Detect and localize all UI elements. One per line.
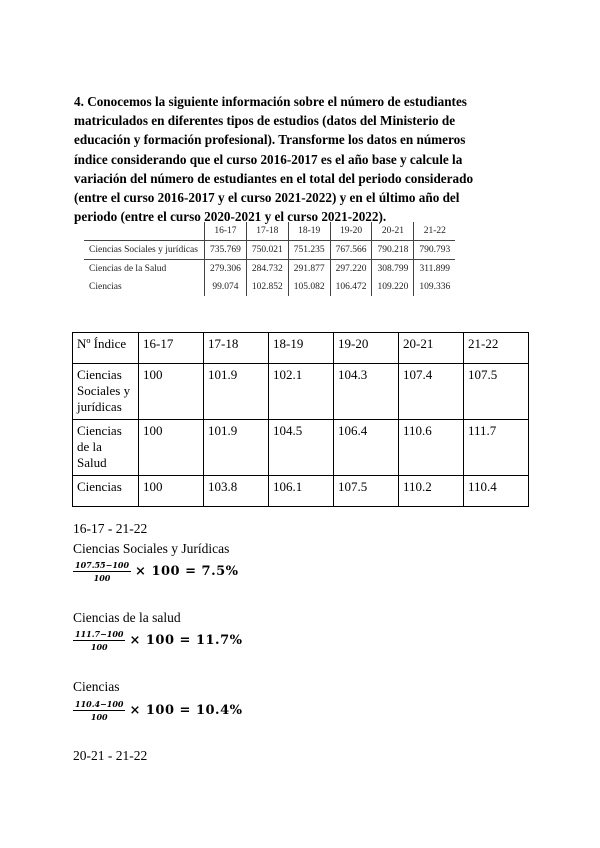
source-cell: 105.082: [288, 278, 330, 296]
source-header-cell: 16-17: [204, 222, 246, 241]
index-header-row: [73, 333, 529, 364]
source-cell: 308.799: [372, 260, 414, 279]
source-data-table: [84, 222, 455, 296]
index-cell: 104.3: [334, 364, 399, 420]
index-cell: 101.9: [204, 364, 269, 420]
index-header-cell: 16-17: [139, 333, 204, 364]
source-row: [84, 278, 455, 296]
index-cell: 110.2: [399, 476, 464, 507]
source-row-label: Ciencias: [89, 282, 122, 292]
question-line: variación del número de estudiantes en el total del periodo considerado: [74, 170, 474, 186]
index-cell: 102.1: [269, 364, 334, 420]
source-cell: 767.566: [330, 241, 372, 260]
question-line: matriculados en diferentes tipos de estudios (datos del Ministerio de: [74, 113, 456, 129]
fraction: [73, 560, 131, 583]
index-cell: 104.5: [269, 420, 334, 476]
fraction-numerator: 107.55−100: [75, 560, 130, 570]
index-cell: 107.5: [334, 476, 399, 507]
fraction: [73, 629, 125, 652]
index-row-label: [73, 476, 139, 507]
source-corner-cell: [84, 222, 204, 241]
index-row-label: [73, 364, 139, 420]
calc-formula: [73, 699, 242, 722]
source-row-label: Ciencias Sociales y jurídicas: [84, 241, 204, 260]
source-cell: 284.732: [246, 260, 288, 279]
index-cell: 100: [139, 364, 204, 420]
source-header-cell: 17-18: [246, 222, 288, 241]
question-text: [74, 92, 524, 226]
source-header-cell: 18-19: [288, 222, 330, 241]
source-header-row: [84, 222, 455, 241]
source-cell: 750.021: [246, 241, 288, 260]
index-cell: 100: [139, 420, 204, 476]
index-cell: 101.9: [204, 420, 269, 476]
index-corner-cell: Nº Índice: [73, 333, 139, 364]
fraction-numerator: 111.7−100: [75, 629, 124, 639]
index-row: [73, 476, 529, 507]
label-line: Salud: [77, 455, 107, 470]
source-cell: 790.218: [372, 241, 414, 260]
index-row-label: [73, 420, 139, 476]
source-row: [84, 241, 455, 260]
calc-formula: [73, 560, 239, 583]
index-row: [73, 420, 529, 476]
index-cell: 106.4: [334, 420, 399, 476]
source-cell: 751.235: [288, 241, 330, 260]
calc-result: × 100 = 10.4%: [129, 703, 243, 718]
question-line: índice considerando que el curso 2016-2017 es el año base y calcule la: [74, 151, 463, 167]
source-cell: 99.074: [204, 278, 246, 296]
index-number-table: [72, 332, 529, 507]
question-line: periodo (entre el curso 2020-2021 y el curso 2021-2022).: [74, 209, 387, 225]
fraction-denominator: 100: [90, 642, 108, 652]
label-line: Ciencias: [77, 367, 122, 382]
index-cell: 107.4: [399, 364, 464, 420]
period-title: 16-17 - 21-22: [73, 521, 148, 536]
source-header-cell: 20-21: [372, 222, 414, 241]
index-cell: 106.1: [269, 476, 334, 507]
source-cell: 109.336: [414, 278, 455, 296]
index-cell: 103.8: [204, 476, 269, 507]
index-cell: 110.4: [464, 476, 529, 507]
source-cell: 790.793: [414, 241, 455, 260]
index-cell: 100: [139, 476, 204, 507]
calc-result: × 100 = 7.5%: [135, 564, 239, 579]
source-row: [84, 260, 455, 279]
index-header-cell: 21-22: [464, 333, 529, 364]
label-line: jurídicas: [77, 399, 122, 414]
index-row: [73, 364, 529, 420]
fraction-denominator: 100: [90, 712, 108, 722]
source-cell: 297.220: [330, 260, 372, 279]
source-header-cell: 21-22: [414, 222, 455, 241]
question-line: (entre el curso 2016-2017 y el curso 2021-2022) y en el último año del: [74, 190, 460, 206]
calc-label: Ciencias Sociales y Jurídicas: [73, 541, 230, 556]
source-cell: 311.899: [414, 260, 455, 279]
question-line: educación y formación profesional). Transforme los datos en números: [74, 132, 466, 148]
calc-label: Ciencias: [73, 679, 120, 694]
index-header-cell: 20-21: [399, 333, 464, 364]
index-cell: 110.6: [399, 420, 464, 476]
index-header-cell: 19-20: [334, 333, 399, 364]
source-cell: 291.877: [288, 260, 330, 279]
fraction: [73, 699, 125, 722]
source-header-cell: 19-20: [330, 222, 372, 241]
source-cell: 109.220: [372, 278, 414, 296]
calc-formula: [73, 629, 242, 652]
calc-result: × 100 = 11.7%: [129, 633, 243, 648]
fraction-denominator: 100: [93, 573, 111, 583]
label-line: Ciencias: [77, 479, 122, 494]
source-cell: 735.769: [204, 241, 246, 260]
source-cell: 279.306: [204, 260, 246, 279]
last-period-title: 20-21 - 21-22: [73, 748, 148, 763]
source-cell: 102.852: [246, 278, 288, 296]
index-header-cell: 17-18: [204, 333, 269, 364]
label-line: Ciencias: [77, 423, 122, 438]
label-line: de la: [77, 439, 102, 454]
index-cell: 111.7: [464, 420, 529, 476]
source-cell: 106.472: [330, 278, 372, 296]
source-row-label: Ciencias de la Salud: [89, 264, 167, 274]
index-header-cell: 18-19: [269, 333, 334, 364]
index-cell: 107.5: [464, 364, 529, 420]
question-line: 4. Conocemos la siguiente información sobre el número de estudiantes: [74, 94, 467, 109]
fraction-numerator: 110.4−100: [75, 699, 124, 709]
label-line: Sociales y: [77, 383, 131, 398]
calc-label: Ciencias de la salud: [73, 610, 181, 625]
